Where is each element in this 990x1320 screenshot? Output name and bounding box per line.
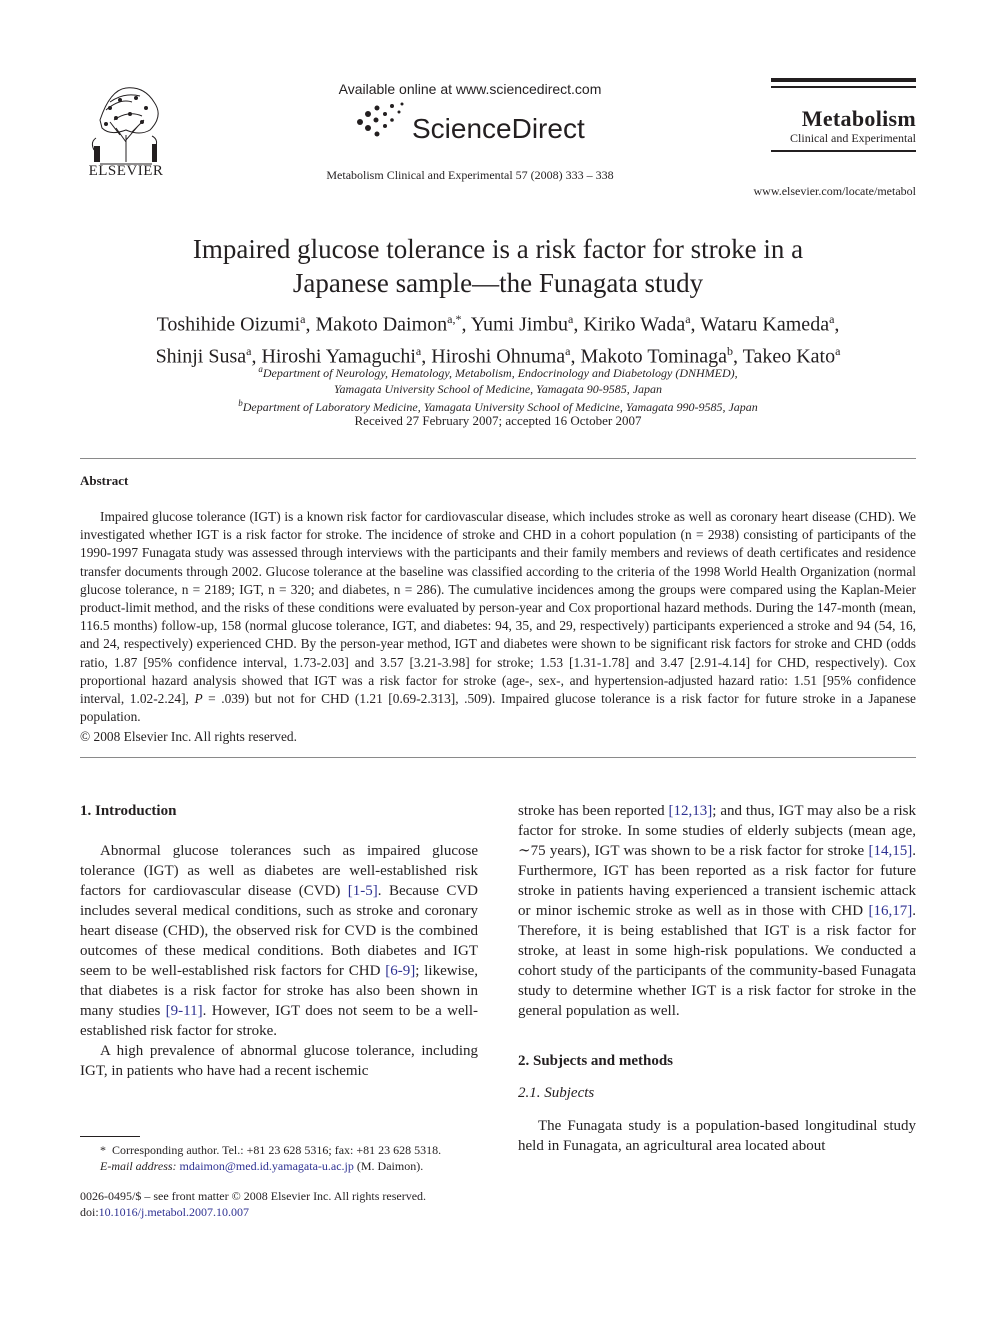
received-dates: Received 27 February 2007; accepted 16 October 2007 — [354, 413, 642, 428]
abstract-copyright: © 2008 Elsevier Inc. All rights reserved. — [80, 729, 297, 744]
divider — [80, 458, 916, 459]
affiliation-mark: a — [415, 343, 422, 358]
journal-title: Metabolism — [801, 106, 916, 131]
affiliation-mark: a — [246, 343, 252, 358]
abstract-body — [80, 508, 916, 726]
abstract-text: Impaired glucose tolerance (IGT) is a known risk factor for cardiovascular disease, which includes stroke as well as coronary heart disease (CHD). We investigated whether IGT is a risk factor for stroke. The incidence of stroke and CHD in a cohort population (n = 2938) consisting of participants of the 1990-1997 Funagata study was assessed through interviews with the participants and their family members and reviews of death certificates and residence transfer documents through 2002. Glucose tolerance at the baseline was classified according to the criteria of the 1998 World Health Organization (normal glucose tolerance, n = 2189; IGT, n = 320; and diabetes, n = 286). The cumulative incidences among the groups were compared using the Kaplan-Meier product-limit method, and the risks of these conditions were evaluated by person-year and Cox proportional hazard methods. During the 147-month (mean, 116.5 months) follow-up, 158 (normal glucose tolerance, IGT, and diabetes: 94, 35, and 29, respectively) participants experienced a stroke and 94 (54, 16, and 24, respectively) experienced CHD. By the person-year method, IGT and diabetes were shown to be significant risk factors for stroke and CHD (odds ratio, 1.87 [95% confidence interval, 1.73-2.03] and 3.57 [3.21-3.98] for stroke; 1.53 [1.31-1.78] and 3.47 [2.91-4.14] for CHD, respectively). Cox proportional hazard analysis showed that IGT was a risk factor for stroke (age-, sex-, and hypertension-adjusted hazard ratio: 1.51 [95% confidence interval, 1.02-2.24], — [80, 509, 916, 707]
citation-link[interactable]: [6-9] — [385, 963, 416, 979]
section-heading: 1. Introduction — [80, 803, 177, 819]
affiliation-text: Department of Laboratory Medicine, Yamagata University School of Medicine, Yamagata 990-9585, Japan — [242, 400, 758, 414]
affiliation-mark: a — [835, 343, 841, 358]
affiliation-text: Department of Neurology, Hematology, Metabolism, Endocrinology and Diabetology (DNHMED), — [262, 366, 738, 380]
journal-url[interactable]: www.elsevier.com/locate/metabol — [753, 184, 916, 198]
author-list — [80, 306, 916, 369]
author: Makoto Tominaga — [580, 345, 728, 368]
affiliation-mark: b — [727, 343, 734, 358]
author: Wataru Kameda — [700, 313, 830, 336]
affiliation-mark: a — [258, 364, 263, 374]
citation-link[interactable]: [1-5] — [347, 883, 378, 899]
abstract-text: = .039) but not for CHD (1.21 [0.69-2.313], .509). Impaired glucose tolerance is a risk factor for future stroke in a Japanese population. — [80, 691, 916, 725]
footnote-text: (M. Daimon). — [353, 1159, 424, 1173]
author: Shinji Susa — [155, 345, 247, 368]
affiliation-mark: a — [565, 343, 571, 358]
affiliation-mark: a — [300, 312, 306, 326]
paragraph-text: ; likewise, that diabetes is a risk factor for stroke has also been shown in many studies — [80, 963, 479, 1019]
title-line: Japanese sample—the Funagata study — [292, 268, 704, 298]
journal-rule — [771, 150, 916, 152]
footnote-text: Corresponding author. Tel.: +81 23 628 5316; fax: +81 23 628 5318. — [112, 1143, 442, 1157]
section-heading: 2. Subjects and methods — [518, 1053, 674, 1069]
paragraph-text: ; and thus, IGT may also be a risk factor for stroke. In some studies of elderly subjects (mean age, ∼75 years), IGT was shown to be a risk factor for stroke — [518, 803, 916, 859]
author: Takeo Kato — [742, 345, 836, 368]
corresponding-author-note — [80, 1142, 480, 1174]
author: Kiriko Wada — [583, 313, 686, 336]
citation-link[interactable]: [12,13] — [668, 803, 713, 819]
doi-link[interactable]: 10.1016/j.metabol.2007.10.007 — [98, 1205, 249, 1219]
paragraph-text: . Therefore, it is being established that IGT is a risk factor for stroke, at least in some high-risk populations. We conducted a cohort study of the participants of the community-based Funagata study to determine whether IGT is a risk factor for stroke in the general population as well. — [518, 903, 916, 1019]
paragraph — [80, 841, 478, 1041]
abstract-text: P — [194, 691, 203, 707]
footnote-mark: * — [100, 1143, 106, 1157]
subsection-heading: 2.1. Subjects — [518, 1085, 595, 1101]
journal-rule — [771, 86, 916, 88]
publisher-name: ELSEVIER — [88, 163, 164, 179]
citation-link[interactable]: [9-11] — [165, 1003, 203, 1019]
author: Hiroshi Yamaguchi — [261, 345, 416, 368]
article-title — [80, 232, 916, 300]
citation-link[interactable]: [16,17] — [868, 903, 913, 919]
affiliation-b — [80, 395, 916, 415]
author: Hiroshi Ohnuma — [431, 345, 566, 368]
paragraph — [518, 801, 916, 1021]
paragraph: A high prevalence of abnormal glucose tolerance, including IGT, in patients who have had a recent ischemic — [80, 1043, 478, 1079]
paragraph: The Funagata study is a population-based longitudinal study held in Funagata, an agricultural area located about — [518, 1118, 916, 1154]
affiliation-mark: a — [685, 312, 691, 326]
email-link[interactable]: mdaimon@med.id.yamagata-u.ac.jp — [179, 1159, 354, 1173]
author-line: Toshihide Oizumi$^a$, Makoto Daimon$^{a,*}$, Yumi Jimbu$^a$, Kiriko Wada$^a$, Wataru Kameda$^a$, — [156, 312, 840, 336]
affiliation-mark: a — [829, 312, 835, 326]
affiliation-a — [80, 361, 916, 397]
sciencedirect-wordmark: ScienceDirect — [412, 113, 585, 144]
paragraph-text: . However, IGT does not seem to be a well-established risk factor for stroke. — [80, 1003, 478, 1039]
author: Toshihide Oizumi — [156, 313, 301, 336]
doi-label: doi: — [80, 1205, 99, 1219]
journal-subtitle: Clinical and Experimental — [790, 131, 916, 145]
left-column — [80, 801, 478, 1081]
affiliation-text: Yamagata University School of Medicine, Yamagata 90-9585, Japan — [333, 382, 663, 396]
affiliation-mark: a — [568, 312, 574, 326]
affiliation-mark: b — [238, 398, 243, 408]
front-matter-note — [80, 1188, 480, 1220]
paragraph-text: . Furthermore, IGT has been reported as a risk factor for future stroke in patients having experienced a transient ischemic attack or minor ischemic stroke as well as in those with CHD — [518, 843, 916, 919]
title-line: Impaired glucose tolerance is a risk factor for stroke in a — [192, 234, 804, 264]
divider — [80, 757, 916, 758]
issn-text: 0026-0495/$ – see front matter © 2008 Elsevier Inc. All rights reserved. — [80, 1189, 427, 1203]
available-online-text: Available online at www.sciencedirect.com — [338, 81, 602, 97]
journal-rule — [771, 78, 916, 82]
author: Yumi Jimbu — [470, 313, 568, 336]
author: Makoto Daimon — [315, 313, 448, 336]
paragraph-text: Abnormal glucose tolerances such as impaired glucose tolerance (IGT) as well as diabetes are well-established risk factors for cardiovascular disease (CVD) — [80, 843, 478, 899]
email-label: E-mail address: — [100, 1159, 177, 1173]
affiliation-mark: a,* — [447, 312, 462, 326]
paragraph-text: stroke has been reported — [518, 803, 669, 819]
right-column — [518, 801, 916, 1156]
sciencedirect-logo — [352, 100, 602, 146]
citation-link[interactable]: [14,15] — [868, 843, 913, 859]
abstract-heading: Abstract — [80, 473, 129, 488]
journal-citation: Metabolism Clinical and Experimental 57 (2008) 333 – 338 — [326, 168, 614, 182]
footnote-rule — [80, 1136, 140, 1137]
author-line: Shinji Susa$^a$, Hiroshi Yamaguchi$^a$, Hiroshi Ohnuma$^a$, Makoto Tominaga$^b$, Takeo Kato$^a$ — [155, 343, 841, 368]
paragraph-text: . Because CVD includes several medical conditions, such as stroke and coronary heart disease (CHD), the observed risk for CVD is the combined outcomes of these medical conditions. Both diabetes and IGT seem to be well-established risk factors for CHD — [80, 883, 478, 979]
